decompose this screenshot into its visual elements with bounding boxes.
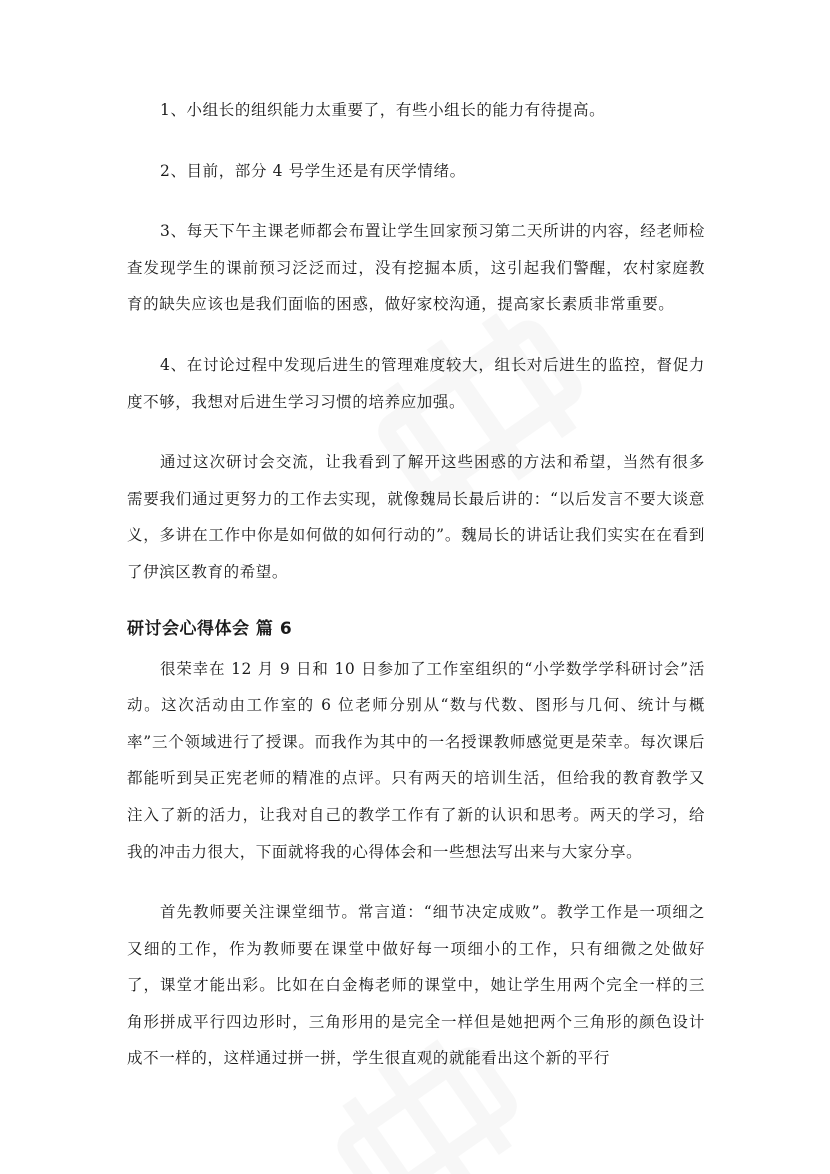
paragraph-summary: 通过这次研讨会交流，让我看到了解开这些困惑的方法和希望，当然有很多需要我们通过更努力的工作去实现，就像魏局长最后讲的：“以后发言不要大谈意义，多讲在工作中你是如何做的如何行动的”。魏局长的讲话让我们实实在在看到了伊滨区教育的希望。 [127, 453, 705, 581]
paragraph-item-4: 4、在讨论过程中发现后进生的管理难度较大，组长对后进生的监控，督促力度不够，我想对后进生学习习惯的培养应加强。 [127, 355, 705, 411]
paragraph-classroom-details: 首先教师要关注课堂细节。常言道：“细节决定成败”。教学工作是一项细之又细的工作，作为教师要在课堂中做好每一项细小的工作，只有细微之处做好了，课堂才能出彩。比如在白金梅老师的课堂中，她让学生用两个完全一样的三角形拼成平行四边形时，三角形用的是完全一样但是她把两个三角形的颜色设计成不一样的，这样通过拼一拼，学生很直观的就能看出这个新的平行 [127, 903, 705, 1068]
document-body [127, 92, 705, 1077]
paragraph-item-2: 2、目前，部分 4 号学生还是有厌学情绪。 [160, 161, 466, 180]
paragraph-item-1: 1、小组长的组织能力太重要了，有些小组长的能力有待提高。 [160, 101, 606, 119]
paragraph-item-3: 3、每天下午主课老师都会布置让学生回家预习第二天所讲的内容，经老师检查发现学生的课前预习泛泛而过，没有挖掘本质，这引起我们警醒，农村家庭教育的缺失应该也是我们面临的困惑，做好家校沟通，提高家长素质非常重要。 [127, 222, 705, 314]
section-heading: 研讨会心得体会 篇 6 [127, 618, 293, 639]
paragraph-intro: 很荣幸在 12 月 9 日和 10 日参加了工作室组织的“小学数学学科研讨会”活动。这次活动由工作室的 6 位老师分别从“数与代数、图形与几何、统计与概率”三个领域进行了授课。而我作为其中的一名授课教师感觉更是荣幸。每次课后都能听到吴正宪老师的精准的点评。只有两天的培训生活，但给我的教育教学又注入了新的活力，让我对自己的教学工作有了新的认识和思考。两天的学习，给我的冲击力很大，下面就将我的心得体会和一些想法写出来与大家分享。 [127, 659, 705, 861]
